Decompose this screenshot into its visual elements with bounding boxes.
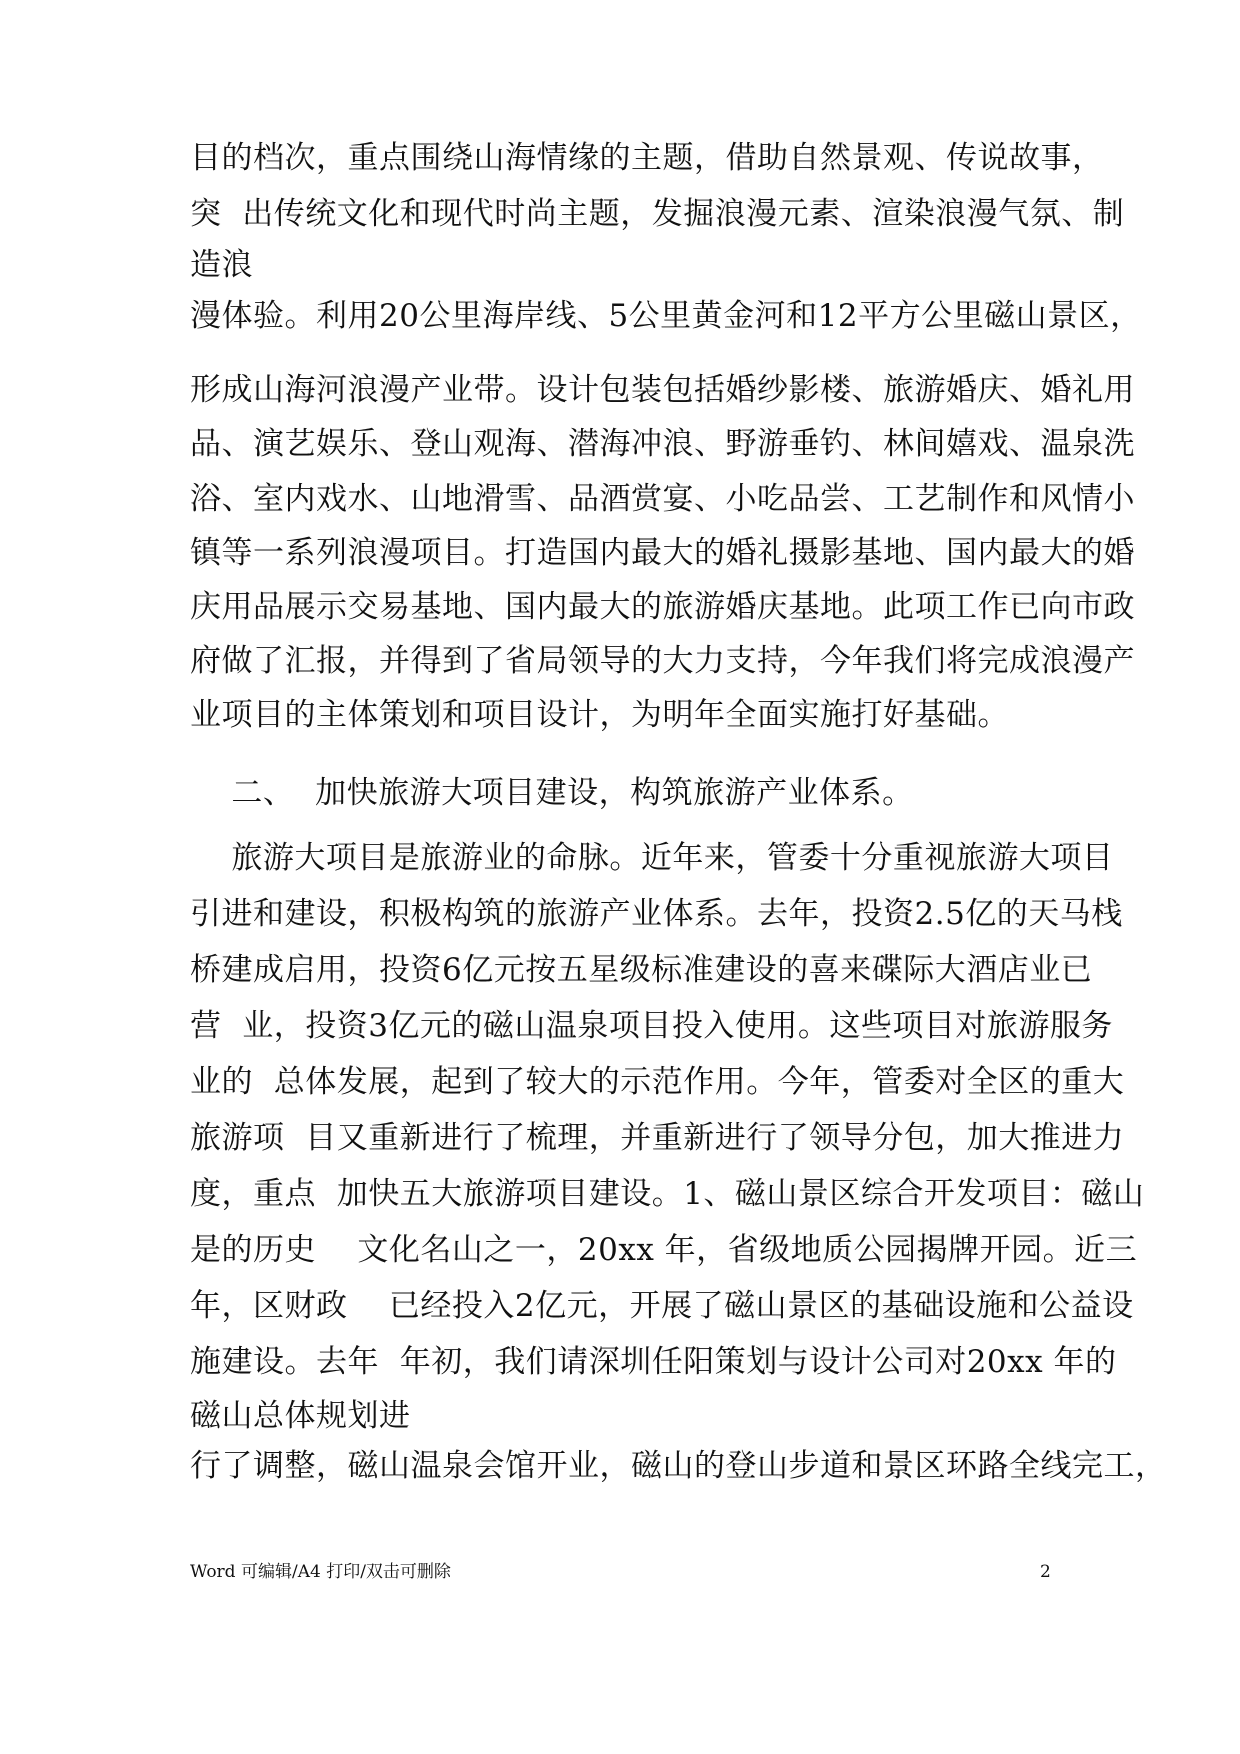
body-line: 形成山海河浪漫产业带。设计包装包括婚纱影楼、旅游婚庆、婚礼用 <box>190 372 1135 408</box>
body-line: 浴、室内戏水、山地滑雪、品酒赏宴、小吃品尝、工艺制作和风情小 <box>190 481 1135 517</box>
body-line: 度，重点 加快五大旅游项目建设。1、磁山景区综合开发项目：磁山 <box>190 1176 1145 1212</box>
body-line: 漫体验。利用20公里海岸线、5公里黄金河和12平方公里磁山景区， <box>190 298 1142 334</box>
body-line: 品、演艺娱乐、登山观海、潜海冲浪、野游垂钓、林间嬉戏、温泉洗 <box>190 426 1135 462</box>
body-line: 造浪 <box>190 247 253 283</box>
body-line: 庆用品展示交易基地、国内最大的旅游婚庆基地。此项工作已向市政 <box>190 589 1135 625</box>
body-line: 业的 总体发展，起到了较大的示范作用。今年，管委对全区的重大 <box>190 1064 1125 1100</box>
body-line: 突 出传统文化和现代时尚主题，发掘浪漫元素、渲染浪漫气氛、制 <box>190 196 1125 232</box>
body-line: 引进和建设，积极构筑的旅游产业体系。去年，投资2.5亿的天马栈 <box>190 896 1123 932</box>
body-line: 营 业，投资3亿元的磁山温泉项目投入使用。这些项目对旅游服务 <box>190 1008 1113 1044</box>
footer-note: Word 可编辑/A4 打印/双击可删除 <box>190 1562 451 1582</box>
body-line: 业项目的主体策划和项目设计，为明年全面实施打好基础。 <box>190 697 1009 733</box>
page-number: 2 <box>1040 1562 1051 1582</box>
body-line: 旅游项 目又重新进行了梳理，并重新进行了领导分包，加大推进力 <box>190 1120 1125 1156</box>
body-line: 目的档次，重点围绕山海情缘的主题，借助自然景观、传说故事， <box>190 140 1104 176</box>
body-line: 是的历史 文化名山之一，20xx 年，省级地质公园揭牌开园。近三 <box>190 1232 1138 1268</box>
body-line: 年，区财政 已经投入2亿元，开展了磁山景区的基础设施和公益设 <box>190 1288 1134 1324</box>
body-line: 镇等一系列浪漫项目。打造国内最大的婚礼摄影基地、国内最大的婚 <box>190 535 1135 571</box>
body-line: 行了调整，磁山温泉会馆开业，磁山的登山步道和景区环路全线完工， <box>190 1448 1167 1484</box>
body-line: 磁山总体规划进 <box>190 1398 411 1434</box>
body-line: 旅游大项目是旅游业的命脉。近年来，管委十分重视旅游大项目 <box>190 840 1114 876</box>
body-line: 施建设。去年 年初，我们请深圳任阳策划与设计公司对20xx 年的 <box>190 1344 1117 1380</box>
section-heading: 二、 加快旅游大项目建设，构筑旅游产业体系。 <box>190 775 914 811</box>
body-line: 府做了汇报，并得到了省局领导的大力支持，今年我们将完成浪漫产 <box>190 643 1135 679</box>
body-line: 桥建成启用，投资6亿元按五星级标准建设的喜来碟际大酒店业已 <box>190 952 1093 988</box>
